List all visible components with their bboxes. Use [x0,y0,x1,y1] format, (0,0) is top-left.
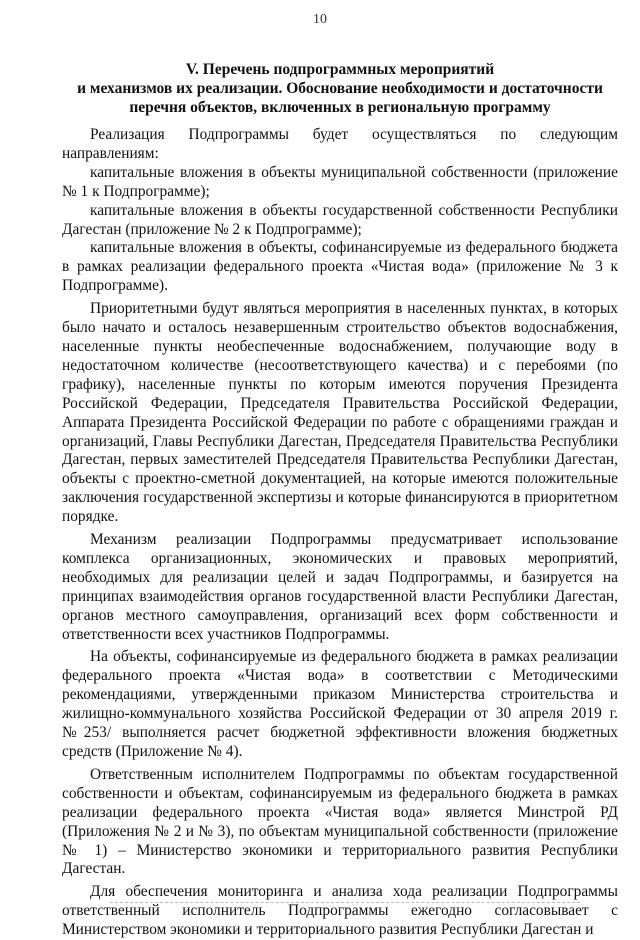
paragraph-responsible-executor: Ответственным исполнителем Подпрограммы по объектам государственной собственности и объектам, софинансируемым из федерального бюджета в рамках реализации федерального проекта «Чистая вода» является Минстрой РД (Приложения № 2 и № 3), по объектам муниципальной собственности (приложение № 1) – Министерство экономики и территориального развития Республики Дагестан. [62,765,618,878]
paragraph-cofinanced-investments: капитальные вложения в объекты, софинансируемые из федерального бюджета в рамках реализации федерального проекта «Чистая вода» (приложение № 3 к Подпрограмме). [62,239,618,295]
heading-line-3: перечня объектов, включенных в региональную программу [129,99,551,116]
section-heading [62,60,618,117]
paragraph-state-investments: капитальные вложения в объекты государственной собственности Республики Дагестан (приложение № 2 к Подпрограмме); [62,201,618,238]
paragraph-mechanism: Механизм реализации Подпрограммы предусматривает использование комплекса организационных, экономических и правовых мероприятий, необходимых для реализации целей и задач Подпрограммы, и базируется на принципах взаимодействия органов государственной власти Республики Дагестан, органов местного самоуправления, организаций всех форм собственности и ответственности всех участников Подпрограммы. [62,531,618,643]
paragraph-monitoring: Для обеспечения мониторинга и анализа хода реализации Подпрограммы ответственный исполнитель Подпрограммы ежегодно согласовывает с Министерством экономики и территориального развития Республики Дагестан и [62,883,618,939]
page-number: 10 [313,12,327,27]
bottom-divider [110,902,580,903]
body-text [62,126,618,940]
paragraph-directions-intro: Реализация Подпрограммы будет осуществляться по следующим направлениям: [62,126,618,162]
paragraph-municipal-investments: капитальные вложения в объекты муниципальной собственности (приложение № 1 к Подпрограмме); [62,163,618,200]
heading-line-2: и механизмов их реализации. Обоснование необходимости и достаточности [77,80,603,97]
paragraph-efficiency-calculation: На объекты, софинансируемые из федерального бюджета в рамках реализации федерального проекта «Чистая вода» в соответствии с Методическими рекомендациями, утвержденными приказом Министерства строительства и жилищно-коммунального хозяйства Российской Федерации от 30 апреля 2019 г. №253/ выполняется расчет бюджетной эффективности вложения бюджетных средств (Приложение № 4). [62,648,618,760]
heading-line-1: V. Перечень подпрограммных мероприятий [185,61,495,78]
paragraph-priorities: Приоритетными будут являться мероприятия в населенных пунктах, в которых было начато и осталось незавершенным строительство объектов водоснабжения, населенные пункты необеспеченные водоснабжением, получающие воду в недостаточном количестве (несоответствующего качества) и с перебоями (по графику), населенные пункты по которым имеются поручения Президента Российской Федерации, Председателя Правительства Российской Федерации, Аппарата Президента Российской Федерации по работе с обращениями граждан и организаций, Главы Республики Дагестан, Председателя Правительства Республики Дагестан, первых заместителей Председателя Правительства Республики Дагестан, объекты с проектно-сметной документацией, на которые имеются положительные заключения государственной экспертизы и которые финансируются в приоритетном порядке. [62,300,618,526]
